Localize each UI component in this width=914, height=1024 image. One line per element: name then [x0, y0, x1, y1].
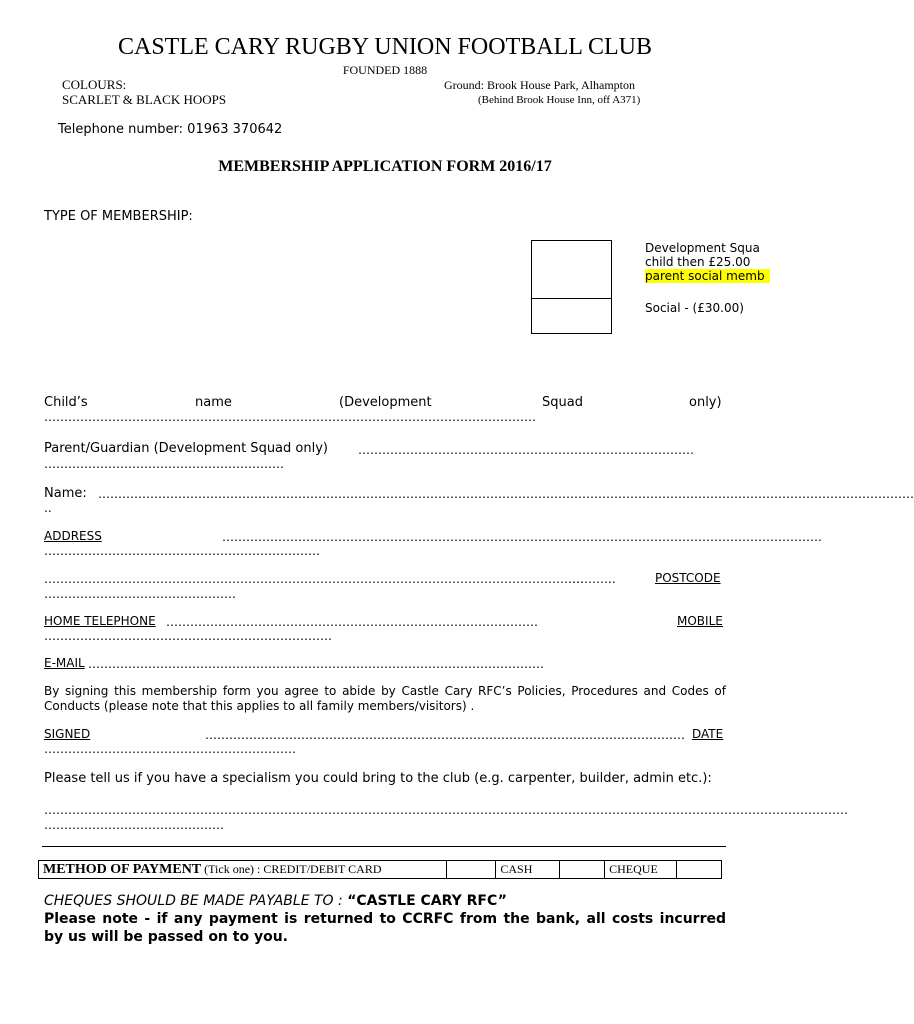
address-field-b[interactable]: …………………………………………………………… [44, 544, 320, 558]
cheques-payable-line [44, 893, 507, 909]
specialism-text: Please tell us if you have a specialism you could bring to the club (e.g. carpenter, builder, admin etc.): [44, 771, 712, 786]
cash-label: CASH [496, 861, 559, 879]
child-name-label-4: Squad [542, 395, 583, 410]
parent-guardian-label: Parent/Guardian (Development Squad only) [44, 441, 328, 456]
name-field-b[interactable]: .. [44, 501, 52, 515]
cheque-tickbox[interactable] [676, 861, 721, 879]
address-field-a[interactable]: …………………………………………………………………………………………………………………………………… [222, 530, 822, 544]
child-name-label-2: name [195, 395, 232, 410]
home-telephone-field[interactable]: ………………………………………………………………………………… [166, 615, 538, 629]
child-name-field[interactable]: …………………………………………………………………………………………………………… [44, 410, 536, 424]
signed-label: SIGNED [44, 727, 91, 741]
form-title: MEMBERSHIP APPLICATION FORM 2016/17 [218, 158, 552, 175]
address-label: ADDRESS [44, 529, 102, 543]
cheque-label: CHEQUE [605, 861, 677, 879]
cheques-payable-text: CHEQUES SHOULD BE MADE PAYABLE TO : [44, 893, 348, 909]
payment-method-options: (Tick one) : CREDIT/DEBIT CARD [201, 861, 382, 876]
ground-text: Ground: Brook House Park, Alhampton [444, 78, 635, 92]
address-field-c[interactable]: ……………………………………………………………………………………………………………………… [44, 572, 584, 586]
development-squad-checkbox[interactable] [531, 240, 612, 299]
postcode-label: POSTCODE [655, 571, 721, 585]
credit-card-tickbox[interactable] [446, 861, 495, 879]
colours-label: COLOURS: [62, 77, 127, 92]
option-development-line2: child then £25.00 [645, 255, 751, 269]
payment-method-label [39, 861, 447, 879]
mobile-label: MOBILE [677, 614, 723, 628]
address-field-d[interactable]: ……….. [572, 572, 616, 586]
returned-payment-note: Please note - if any payment is returned to CCRFC from the bank, all costs incurred by us will be passed on to you. [44, 911, 726, 945]
section-divider [42, 846, 726, 847]
parent-guardian-field-a[interactable]: ………………………………………………………………………… [358, 443, 694, 457]
membership-type-label: TYPE OF MEMBERSHIP: [44, 209, 193, 224]
home-telephone-label: HOME TELEPHONE [44, 614, 156, 628]
child-name-label-3: (Development [339, 395, 432, 410]
option-development-line3: parent social memb [645, 269, 770, 283]
parent-guardian-field-b[interactable]: …………………………………………………… [44, 457, 284, 471]
email-field[interactable]: …………………………………………………………………………………………………… [88, 657, 544, 671]
email-label: E-MAIL [44, 656, 85, 670]
payment-method-heading: METHOD OF PAYMENT [43, 861, 202, 877]
signed-field-a[interactable]: ………………………………………………………………………………………………………… [205, 728, 685, 742]
option-development-line1: Development Squa [645, 241, 760, 255]
specialism-field-b[interactable]: ……………………………………… [44, 818, 224, 832]
cheques-payee: “CASTLE CARY RFC” [347, 893, 507, 909]
cash-tickbox[interactable] [559, 861, 604, 879]
agreement-text: By signing this membership form you agree to abide by Castle Cary RFC’s Policies, Procedures and Codes of Conducts (please note that this applies to all family members/visitors) . [44, 684, 726, 713]
colours-value: SCARLET & BLACK HOOPS [62, 92, 227, 107]
telephone-text: Telephone number: 01963 370642 [58, 122, 283, 137]
ground-note: (Behind Brook House Inn, off A371) [478, 94, 641, 106]
mobile-field[interactable]: ……………………………………………………………… [44, 629, 332, 643]
child-name-label-5: only) [689, 395, 722, 410]
child-name-label-1: Child’s [44, 395, 88, 410]
signed-field-b[interactable]: ……………………………………………………… [44, 742, 296, 756]
founded-text: FOUNDED 1888 [342, 63, 428, 77]
option-social: Social - (£30.00) [645, 301, 744, 315]
date-label: DATE [692, 727, 724, 741]
name-field-a[interactable]: …………………………………………………………………………………………………………………………………………………………………………………… [98, 487, 914, 501]
name-label: Name: [44, 486, 87, 501]
specialism-field-a[interactable]: ………………………………………………………………………………………………………………………………………………………………………………… [44, 803, 848, 817]
social-checkbox[interactable] [531, 297, 612, 334]
club-name: CASTLE CARY RUGBY UNION FOOTBALL CLUB [117, 34, 653, 60]
postcode-field[interactable]: ………………………………………… [44, 587, 236, 601]
payment-method-table [38, 860, 722, 879]
